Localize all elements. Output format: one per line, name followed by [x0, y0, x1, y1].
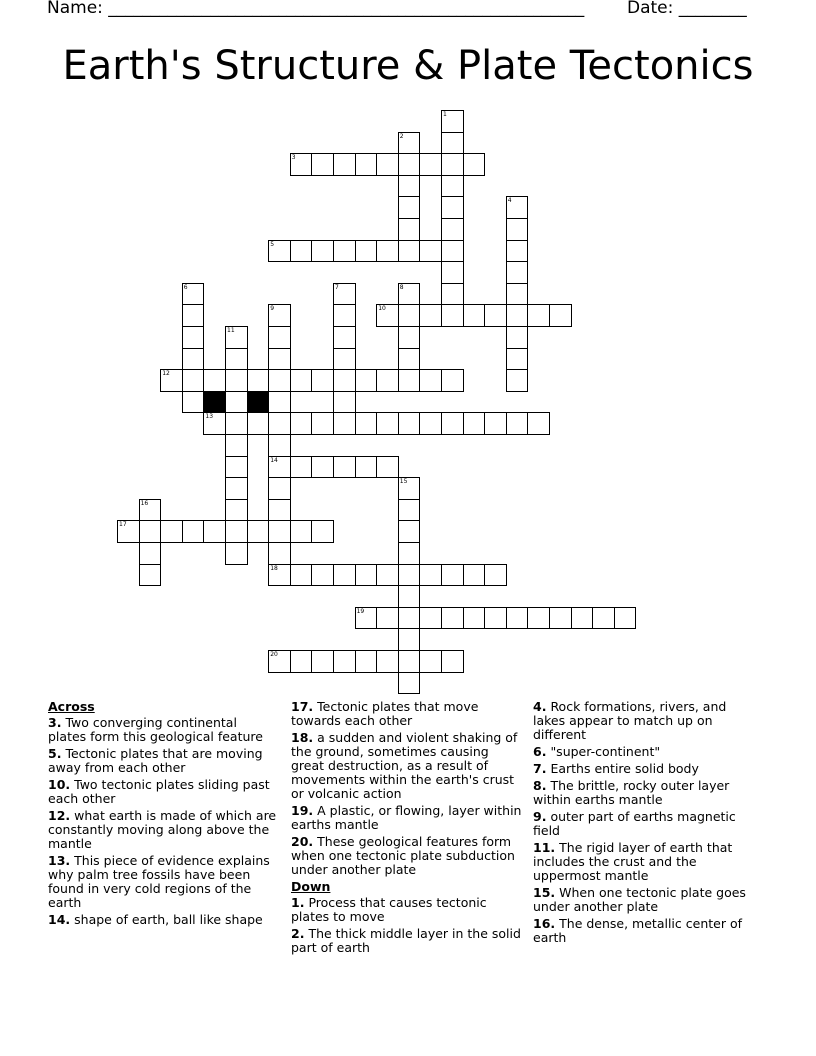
grid-cell[interactable] — [484, 304, 507, 327]
grid-cell[interactable] — [549, 607, 572, 630]
grid-cell[interactable] — [441, 304, 464, 327]
grid-cell[interactable] — [398, 520, 421, 543]
grid-cell[interactable] — [398, 153, 421, 176]
clue-down-8: 8. The brittle, rocky outer layer within earths mantle — [533, 778, 730, 807]
grid-cell[interactable] — [441, 607, 464, 630]
grid-cell[interactable] — [333, 304, 356, 327]
grid-cell[interactable] — [506, 304, 529, 327]
grid-cell[interactable] — [506, 369, 529, 392]
grid-cell[interactable] — [311, 240, 334, 263]
grid-cell[interactable] — [441, 283, 464, 306]
grid-cell[interactable] — [268, 477, 291, 500]
grid-cell[interactable] — [376, 607, 399, 630]
clue-number: 2 — [399, 132, 404, 140]
grid-cell[interactable] — [311, 369, 334, 392]
grid-cell[interactable] — [333, 564, 356, 587]
grid-cell[interactable] — [527, 412, 550, 435]
grid-cell[interactable] — [398, 240, 421, 263]
grid-cell[interactable] — [182, 348, 205, 371]
clue-down-1: 1. Process that causes tectonic plates to move — [291, 895, 487, 924]
clue-number: 5 — [270, 240, 275, 248]
grid-cell[interactable] — [182, 520, 205, 543]
grid-cell[interactable] — [506, 326, 529, 349]
clue-column-3 — [533, 700, 758, 948]
clue-down-16: 16. The dense, metallic center of earth — [533, 916, 742, 945]
clue-number: 3 — [291, 154, 296, 162]
grid-cell[interactable] — [398, 564, 421, 587]
clue-across-14: 14. shape of earth, ball like shape — [48, 912, 263, 927]
grid-cell[interactable] — [506, 218, 529, 241]
grid-cell[interactable] — [268, 434, 291, 457]
grid-cell[interactable] — [355, 650, 378, 673]
grid-cell[interactable] — [225, 520, 248, 543]
clue-across-20: 20. These geological features form when one tectonic plate subduction under another plate — [291, 834, 515, 877]
grid-cell[interactable] — [268, 369, 291, 392]
clue-down-6: 6. "super-continent" — [533, 744, 661, 759]
grid-cell[interactable] — [333, 348, 356, 371]
grid-cell[interactable] — [225, 391, 248, 414]
grid-cell[interactable] — [419, 369, 442, 392]
grid-cell[interactable] — [527, 607, 550, 630]
grid-cell[interactable] — [506, 283, 529, 306]
grid-cell[interactable] — [160, 520, 183, 543]
grid-cell[interactable] — [419, 607, 442, 630]
grid-cell[interactable] — [203, 369, 226, 392]
grid-cell[interactable] — [441, 564, 464, 587]
date-field[interactable]: Date: ________ — [627, 0, 747, 18]
grid-cell[interactable] — [398, 304, 421, 327]
grid-cell[interactable] — [139, 520, 162, 543]
grid-cell[interactable] — [398, 607, 421, 630]
grid-cell[interactable] — [463, 412, 486, 435]
grid-cell[interactable] — [398, 348, 421, 371]
grid-cell[interactable] — [419, 650, 442, 673]
grid-cell[interactable] — [333, 326, 356, 349]
name-field[interactable]: Name: ________________________________________________________ — [47, 0, 585, 18]
clue-down-2: 2. The thick middle layer in the solid part of earth — [291, 926, 521, 955]
grid-cell[interactable] — [419, 153, 442, 176]
clue-number: 9 — [270, 305, 275, 313]
grid-cell[interactable] — [419, 564, 442, 587]
grid-cell[interactable] — [225, 456, 248, 479]
grid-cell[interactable] — [355, 564, 378, 587]
grid-cell[interactable] — [506, 261, 529, 284]
grid-cell[interactable] — [484, 564, 507, 587]
grid-cell[interactable] — [441, 110, 464, 133]
grid-cell[interactable] — [441, 132, 464, 155]
grid-cell[interactable] — [398, 477, 421, 500]
grid-cell[interactable] — [398, 412, 421, 435]
grid-cell[interactable] — [441, 261, 464, 284]
clue-number: 1 — [443, 111, 447, 118]
clue-number: 7 — [335, 283, 339, 291]
grid-cell[interactable] — [268, 391, 291, 414]
grid-cell[interactable] — [506, 240, 529, 263]
grid-cell[interactable] — [571, 607, 594, 630]
grid-cell[interactable] — [441, 175, 464, 198]
grid-cell[interactable] — [333, 369, 356, 392]
grid-cell[interactable] — [203, 520, 226, 543]
grid-cell[interactable] — [484, 412, 507, 435]
grid-cell[interactable] — [398, 672, 421, 695]
grid-cell[interactable] — [139, 499, 162, 522]
clue-across-12: 12. what earth is made of which are constantly moving along above the mantle — [48, 808, 277, 851]
grid-cell[interactable] — [225, 326, 248, 349]
grid-cell[interactable] — [290, 153, 313, 176]
grid-cell[interactable] — [268, 326, 291, 349]
grid-cell[interactable] — [182, 369, 205, 392]
grid-cell[interactable] — [290, 650, 313, 673]
grid-cell[interactable] — [441, 196, 464, 219]
clue-number: 6 — [183, 283, 188, 291]
grid-cell[interactable] — [441, 218, 464, 241]
grid-cell[interactable] — [139, 542, 162, 565]
grid-cell[interactable] — [441, 153, 464, 176]
grid-cell[interactable] — [311, 564, 334, 587]
across-heading: Across — [48, 699, 95, 714]
grid-cell[interactable] — [376, 564, 399, 587]
grid-cell[interactable] — [225, 499, 248, 522]
grid-cell[interactable] — [225, 477, 248, 500]
grid-cell[interactable] — [311, 520, 334, 543]
clue-down-4: 4. Rock formations, rivers, and lakes appear to match up on different — [533, 699, 727, 742]
grid-cell[interactable] — [247, 520, 270, 543]
grid-cell[interactable] — [225, 348, 248, 371]
grid-cell[interactable] — [225, 369, 248, 392]
grid-cell[interactable] — [355, 456, 378, 479]
grid-cell[interactable] — [247, 369, 270, 392]
grid-cell[interactable] — [398, 499, 421, 522]
grid-cell[interactable] — [441, 240, 464, 263]
grid-cell[interactable] — [376, 456, 399, 479]
clue-number: 12 — [162, 370, 170, 378]
grid-cell[interactable] — [506, 412, 529, 435]
grid-cell[interactable] — [441, 412, 464, 435]
grid-cell[interactable] — [182, 304, 205, 327]
grid-cell[interactable] — [225, 412, 248, 435]
grid-cell[interactable] — [290, 456, 313, 479]
grid-cell[interactable] — [463, 607, 486, 630]
grid-cell[interactable] — [203, 412, 226, 435]
grid-cell[interactable] — [311, 650, 334, 673]
grid-cell[interactable] — [268, 564, 291, 587]
grid-cell[interactable] — [398, 132, 421, 155]
grid-cell[interactable] — [463, 564, 486, 587]
clue-across-19: 19. A plastic, or flowing, layer within earths mantle — [291, 803, 522, 832]
grid-cell[interactable] — [355, 153, 378, 176]
grid-cell[interactable] — [268, 542, 291, 565]
grid-cell[interactable] — [376, 412, 399, 435]
grid-cell[interactable] — [506, 196, 529, 219]
grid-cell[interactable] — [527, 304, 550, 327]
clue-across-5: 5. Tectonic plates that are moving away from each other — [48, 746, 263, 775]
grid-cell[interactable] — [376, 240, 399, 263]
grid-cell[interactable] — [614, 607, 637, 630]
clue-column-1 — [48, 700, 278, 930]
black-square — [203, 391, 226, 414]
grid-cell[interactable] — [398, 585, 421, 608]
clue-down-7: 7. Earths entire solid body — [533, 761, 699, 776]
grid-cell[interactable] — [311, 412, 334, 435]
clue-down-15: 15. When one tectonic plate goes under another plate — [533, 885, 746, 914]
grid-cell[interactable] — [355, 412, 378, 435]
grid-cell[interactable] — [139, 564, 162, 587]
grid-cell[interactable] — [376, 369, 399, 392]
grid-cell[interactable] — [290, 520, 313, 543]
grid-cell[interactable] — [311, 456, 334, 479]
grid-cell[interactable] — [333, 153, 356, 176]
grid-cell[interactable] — [441, 369, 464, 392]
grid-cell[interactable] — [398, 175, 421, 198]
clue-number: 15 — [399, 478, 408, 486]
grid-cell[interactable] — [247, 412, 270, 435]
grid-cell[interactable] — [398, 369, 421, 392]
grid-cell[interactable] — [333, 412, 356, 435]
grid-cell[interactable] — [117, 520, 140, 543]
grid-cell[interactable] — [225, 434, 248, 457]
grid-cell[interactable] — [463, 153, 486, 176]
grid-cell[interactable] — [419, 304, 442, 327]
grid-cell[interactable] — [355, 607, 378, 630]
clue-column-2 — [291, 700, 523, 958]
grid-cell[interactable] — [419, 240, 442, 263]
grid-cell[interactable] — [268, 456, 291, 479]
clue-across-10: 10. Two tectonic plates sliding past each other — [48, 777, 270, 806]
page-title: Earth's Structure & Plate Tectonics — [62, 43, 754, 89]
grid-cell[interactable] — [268, 240, 291, 263]
grid-cell[interactable] — [333, 391, 356, 414]
grid-cell[interactable] — [182, 326, 205, 349]
grid-cell[interactable] — [290, 240, 313, 263]
black-square — [247, 391, 270, 414]
grid-cell[interactable] — [549, 304, 572, 327]
grid-cell[interactable] — [398, 326, 421, 349]
grid-cell[interactable] — [182, 391, 205, 414]
clue-number: 14 — [270, 456, 278, 464]
clue-number: 17 — [119, 521, 127, 529]
grid-cell[interactable] — [376, 650, 399, 673]
grid-cell[interactable] — [398, 650, 421, 673]
grid-cell[interactable] — [268, 520, 291, 543]
down-heading: Down — [291, 879, 331, 894]
clue-across-13: 13. This piece of evidence explains why palm tree fossils have been found in very cold regions of the earth — [48, 853, 270, 910]
grid-cell[interactable] — [268, 304, 291, 327]
grid-cell[interactable] — [290, 412, 313, 435]
grid-cell[interactable] — [398, 542, 421, 565]
grid-cell[interactable] — [376, 304, 399, 327]
grid-cell[interactable] — [355, 240, 378, 263]
grid-cell[interactable] — [398, 218, 421, 241]
clue-across-3: 3. Two converging continental plates form this geological feature — [48, 715, 263, 744]
grid-cell[interactable] — [333, 456, 356, 479]
clue-down-11: 11. The rigid layer of earth that includes the crust and the uppermost mantle — [533, 840, 733, 883]
clue-number: 13 — [205, 413, 214, 421]
grid-cell[interactable] — [290, 564, 313, 587]
grid-cell[interactable] — [398, 628, 421, 651]
grid-cell[interactable] — [398, 283, 421, 306]
grid-cell[interactable] — [484, 607, 507, 630]
grid-cell[interactable] — [398, 196, 421, 219]
grid-cell[interactable] — [225, 542, 248, 565]
grid-cell[interactable] — [463, 304, 486, 327]
clue-across-17: 17. Tectonic plates that move towards each other — [291, 699, 479, 728]
clue-number: 19 — [356, 607, 365, 615]
grid-cell[interactable] — [441, 650, 464, 673]
grid-cell[interactable] — [333, 283, 356, 306]
grid-cell[interactable] — [506, 348, 529, 371]
grid-cell[interactable] — [160, 369, 183, 392]
grid-cell[interactable] — [333, 240, 356, 263]
grid-cell[interactable] — [290, 369, 313, 392]
clue-across-18: 18. a sudden and violent shaking of the ground, sometimes causing great destruction, as a result of movements within the earth's crust or volcanic action — [291, 730, 518, 801]
grid-cell[interactable] — [506, 607, 529, 630]
grid-cell[interactable] — [268, 499, 291, 522]
clue-number: 11 — [227, 327, 235, 334]
clue-number: 20 — [270, 651, 278, 658]
clue-number: 4 — [507, 197, 512, 205]
grid-cell[interactable] — [268, 412, 291, 435]
grid-cell[interactable] — [311, 153, 334, 176]
grid-cell[interactable] — [268, 650, 291, 673]
grid-cell[interactable] — [355, 369, 378, 392]
clue-number: 16 — [140, 499, 149, 507]
grid-cell[interactable] — [592, 607, 615, 630]
grid-cell[interactable] — [333, 650, 356, 673]
clue-number: 18 — [270, 564, 278, 572]
grid-cell[interactable] — [419, 412, 442, 435]
grid-cell[interactable] — [268, 348, 291, 371]
clue-number: 8 — [399, 283, 404, 291]
clue-down-9: 9. outer part of earths magnetic field — [533, 809, 736, 838]
clue-number: 10 — [378, 305, 386, 313]
grid-cell[interactable] — [182, 283, 205, 306]
grid-cell[interactable] — [376, 153, 399, 176]
